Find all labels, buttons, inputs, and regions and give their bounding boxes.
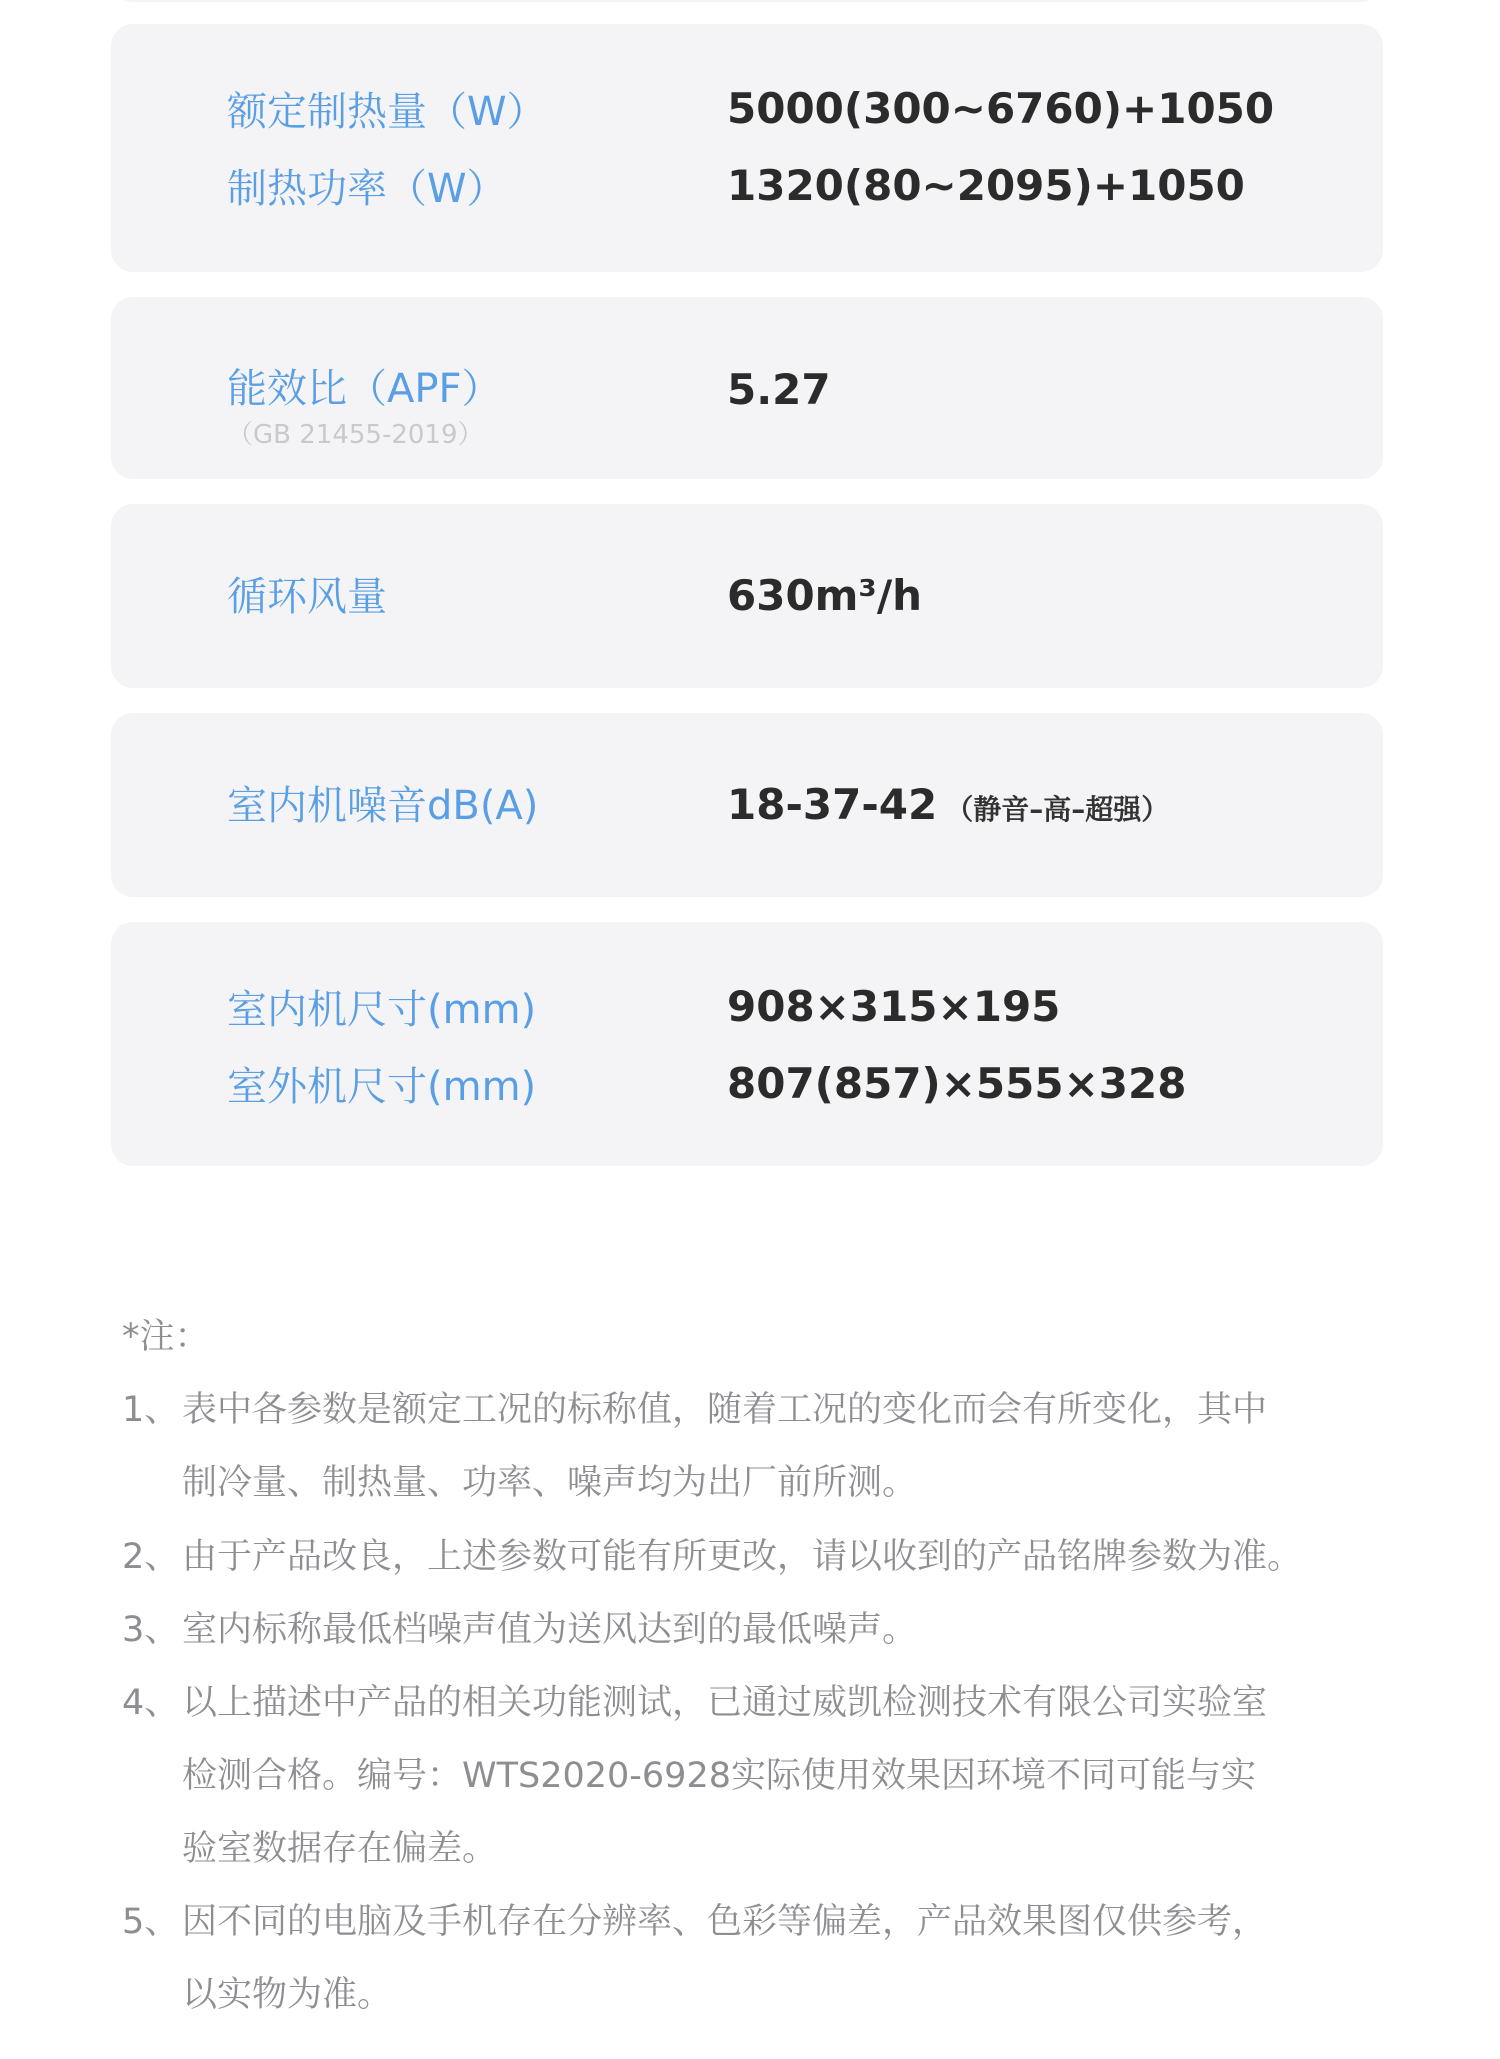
indoor-size-label: 室内机尺寸(mm) — [227, 987, 537, 1033]
previous-card-edge — [111, 0, 1383, 2]
spec-card-dimensions — [111, 922, 1383, 1166]
efficiency-standard-label: （GB 21455-2019） — [227, 420, 484, 450]
note-line: 检测合格。编号：WTS2020-6928实际使用效果因环境不同可能与实 — [182, 1756, 1256, 1796]
airflow-label: 循环风量 — [227, 574, 387, 620]
noise-value: 18-37-42 — [727, 780, 938, 829]
rated-heating-label: 额定制热量（W） — [227, 89, 547, 135]
spec-card-efficiency — [111, 297, 1383, 479]
note-line: 表中各参数是额定工况的标称值，随着工况的变化而会有所变化，其中 — [182, 1390, 1268, 1430]
indoor-size-value: 908×315×195 — [727, 982, 1061, 1031]
note-line: 以上描述中产品的相关功能测试，已通过威凯检测技术有限公司实验室 — [182, 1683, 1268, 1723]
outdoor-size-value: 807(857)×555×328 — [727, 1059, 1187, 1108]
noise-label: 室内机噪音dB(A) — [227, 783, 539, 829]
airflow-value: 630m³/h — [727, 571, 923, 620]
outdoor-size-label: 室外机尺寸(mm) — [227, 1064, 537, 1110]
note-line: 室内标称最低档噪声值为送风达到的最低噪声。 — [182, 1610, 918, 1650]
efficiency-label: 能效比（APF） — [227, 366, 502, 412]
spec-card-noise — [111, 713, 1383, 897]
note-line: 验室数据存在偏差。 — [182, 1829, 498, 1869]
efficiency-value: 5.27 — [727, 365, 831, 414]
noise-value-wrap — [727, 780, 1170, 829]
note-number: 1、 — [122, 1390, 180, 1430]
note-number: 2、 — [122, 1537, 180, 1577]
heating-power-value: 1320(80~2095)+1050 — [727, 161, 1245, 210]
note-number: 3、 — [122, 1610, 180, 1650]
note-line: 由于产品改良，上述参数可能有所更改，请以收到的产品铭牌参数为准。 — [182, 1537, 1303, 1577]
rated-heating-value: 5000(300~6760)+1050 — [727, 84, 1275, 133]
spec-card-airflow — [111, 504, 1383, 688]
notes-title: *注： — [122, 1317, 210, 1357]
note-number: 5、 — [122, 1902, 180, 1942]
note-line: 以实物为准。 — [182, 1975, 393, 2015]
spec-card-heating — [111, 24, 1383, 272]
note-line: 制冷量、制热量、功率、噪声均为出厂前所测。 — [182, 1463, 918, 1503]
note-number: 4、 — [122, 1683, 180, 1723]
note-line: 因不同的电脑及手机存在分辨率、色彩等偏差，产品效果图仅供参考， — [182, 1902, 1268, 1942]
heating-power-label: 制热功率（W） — [227, 166, 507, 212]
noise-value-note: （静音–高–超强） — [945, 793, 1170, 826]
